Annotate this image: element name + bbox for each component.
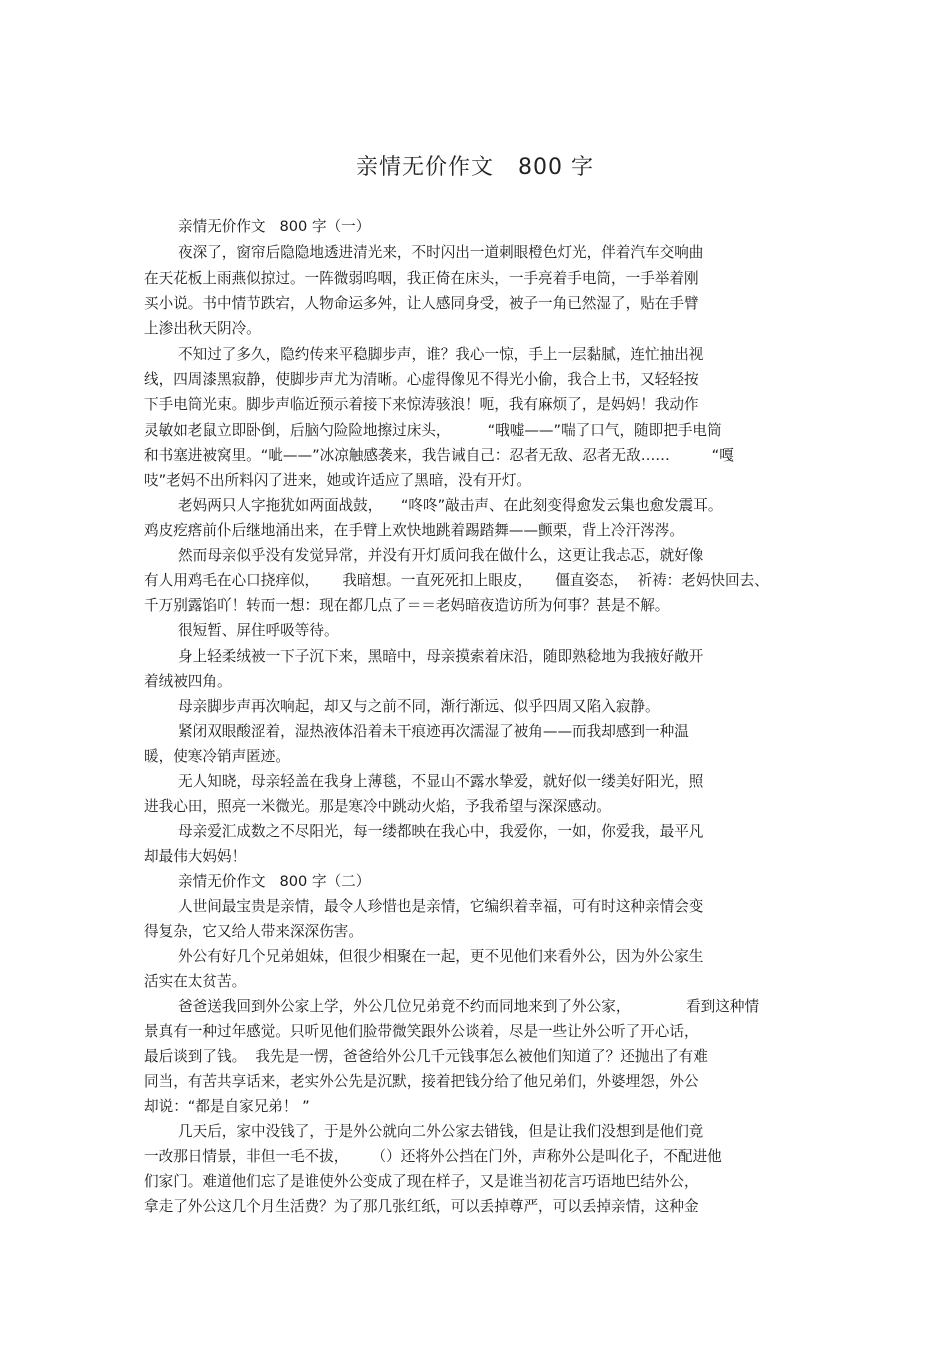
text-line: 们家门。难道他们忘了是谁使外公变成了现在样子，又是谁当初花言巧语地巴结外公， [144,1173,699,1190]
text-line: 吱”老妈不出所料闪了进来，她或许适应了黑暗，没有开灯。 [144,472,532,489]
text-line: 活实在太贫苦。 [144,973,247,990]
text-line: 几天后，家中没钱了，于是外公就向二外公家去错钱，但是让我们没想到是他们竟 [178,1123,704,1140]
text-line: 鸡皮疙瘩前仆后继地涌出来，在手臂上欢快地跳着踢踏舞——颤栗，背上冷汗涔涔。 [144,522,684,539]
text-line: 爸爸送我回到外公家上学，外公几位兄弟竟不约而同地来到了外公家， 看到这种情 [178,998,760,1015]
text-line: 然而母亲似乎没有发觉异常，并没有开灯质问我在做什么，这更让我忐忑，就好像 [178,547,704,564]
text-line: 人世间最宝贵是亲情，最令人珍惜也是亲情，它编织着幸福，可有时这种亲情会变 [178,898,704,915]
text-line: 却说：“都是自家兄弟！ ” [144,1098,310,1115]
text-line: 无人知晓，母亲轻盖在我身上薄毯，不显山不露水挚爱，就好似一缕美好阳光，照 [178,773,704,790]
text-line: 下手电筒光束。脚步声临近预示着接下来惊涛骇浪！呃，我有麻烦了，是妈妈！我动作 [144,396,699,413]
text-line: 母亲脚步声再次响起，却又与之前不同，渐行渐远、似乎四周又陷入寂静。 [178,698,660,715]
text-line: 身上轻柔绒被一下子沉下来，黑暗中，母亲摸索着床沿，随即熟稔地为我掖好敞开 [178,648,704,665]
text-line: 景真有一种过年感觉。只听见他们脸带微笑跟外公谈着，尽是一些让外公听了开心话， [144,1023,699,1040]
text-line: 和书塞进被窝里。“呲——”冰凉触感袭来，我告诫自己：忍者无敌、忍者无敌…… “嘎 [144,447,734,464]
text-line: 却最伟大妈妈！ [144,848,247,865]
text-line: 不知过了多久，隐约传来平稳脚步声，谁？我心一惊，手上一层黏腻，连忙抽出视 [178,346,704,363]
section-heading: 亲情无价作文 800 字（二） [178,873,371,890]
text-line: 外公有好几个兄弟姐妹，但很少相聚在一起，更不见他们来看外公，因为外公家生 [178,948,704,965]
text-line: 买小说。书中情节跌宕，人物命运多舛，让人感同身受，被子一角已然湿了，贴在手臂 [144,295,699,312]
text-line: 线，四周漆黑寂静，使脚步声尤为清晰。心虚得像见不得光小偷，我合上书，又轻轻按 [144,371,699,388]
text-line: 紧闭双眼酸涩着，湿热液体沿着未干痕迹再次濡湿了被角——而我却感到一种温 [178,723,689,740]
text-line: 上渗出秋天阴冷。 [144,320,261,337]
text-line: 千万别露馅吖！转而一想：现在都几点了＝＝老妈暗夜造访所为何事？甚是不解。 [144,597,670,614]
text-line: 进我心田，照亮一米微光。那是寒冷中跳动火焰，予我希望与深深感动。 [144,798,612,815]
text-line: 老妈两只人字拖犹如两面战鼓， “咚咚”敲击声、在此刻变得愈发云集也愈发震耳。 [178,497,723,514]
text-line: 得复杂，它又给人带来深深伤害。 [144,923,363,940]
document-title: 亲情无价作文 800 字 [356,155,594,180]
text-line: 一改那日情景，非但一毛不拔， （）还将外公挡在门外，声称外公是叫化子，不配进他 [144,1148,722,1165]
text-line: 拿走了外公这几个月生活费？为了那几张红纸，可以丢掉尊严，可以丢掉亲情，这种金 [144,1198,699,1215]
text-line: 暖，使寒冷销声匿迹。 [144,748,290,765]
text-line: 很短暂、屏住呼吸等待。 [178,622,339,639]
text-line: 在天花板上雨燕似掠过。一阵微弱呜咽，我正倚在床头，一手亮着手电筒，一手举着刚 [144,270,699,287]
text-line: 着绒被四角。 [144,673,232,690]
text-line: 有人用鸡毛在心口挠痒似， 我暗想。一直死死扣上眼皮， 僵直姿态， 祈祷：老妈快回去、 [144,572,769,589]
text-line: 同当，有苦共享话来，老实外公先是沉默，接着把钱分给了他兄弟们，外婆埋怨，外公 [144,1073,699,1090]
text-line: 最后谈到了钱。 我先是一愣，爸爸给外公几千元钱事怎么被他们知道了？还抛出了有难 [144,1048,708,1065]
text-line: 夜深了，窗帘后隐隐地透进清光来，不时闪出一道刺眼橙色灯光，伴着汽车交响曲 [178,244,704,261]
text-line: 母亲爱汇成数之不尽阳光，每一缕都映在我心中，我爱你，一如，你爱我，最平凡 [178,823,704,840]
section-heading: 亲情无价作文 800 字（一） [178,218,371,235]
text-line: 灵敏如老鼠立即卧倒，后脑勺险险地擦过床头， “哦嘘——”喘了口气，随即把手电筒 [144,422,722,439]
